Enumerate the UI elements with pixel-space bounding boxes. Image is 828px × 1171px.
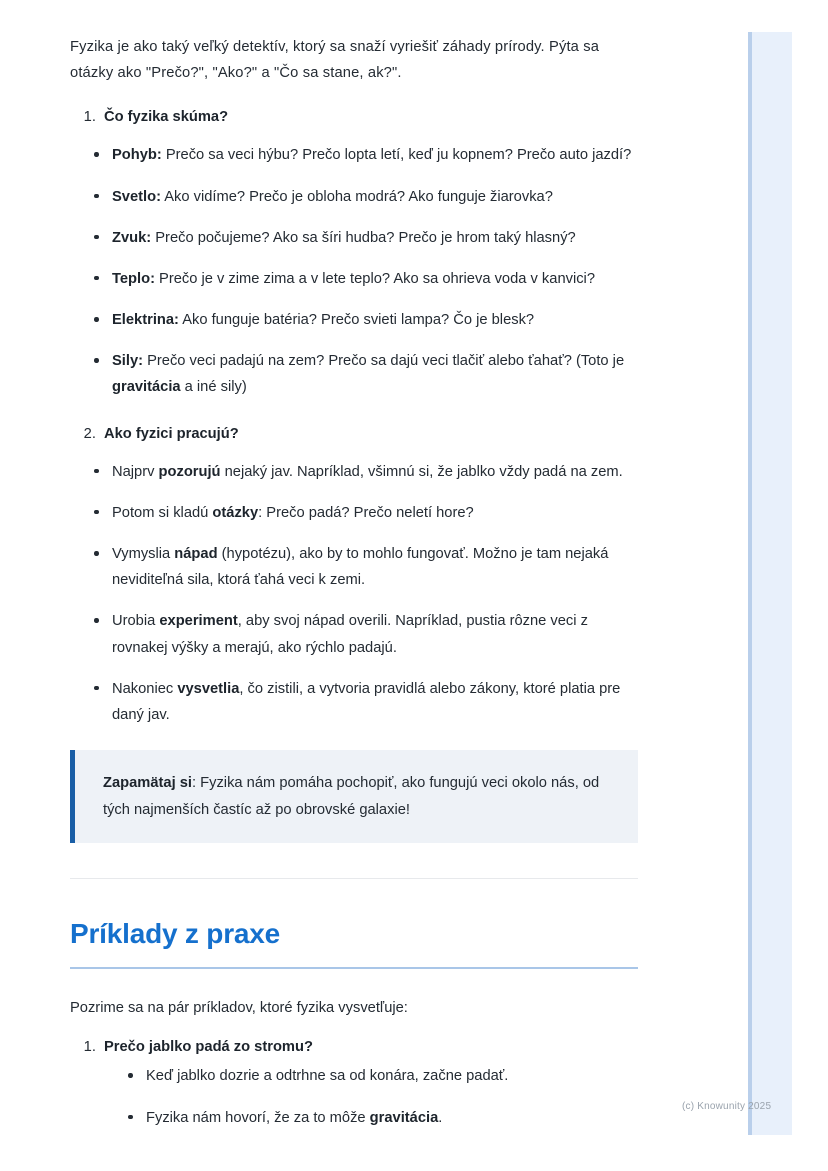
bullet-list-section-2 [70, 459, 638, 728]
bullet-text: nejaký jav. Napríklad, všimnú si, že jablko vždy padá na zem. [220, 463, 623, 480]
bullet-list-section-1 [70, 142, 638, 400]
bullet-term: nápad [174, 546, 218, 563]
list-item-example-1 [100, 1035, 638, 1131]
bullet-text-lead: Nakoniec [112, 680, 178, 697]
remember-callout [70, 750, 638, 844]
bullet-text: Keď jablko dozrie a odtrhne sa od konára, začne padať. [146, 1068, 509, 1085]
list-item [94, 459, 638, 485]
section-divider [70, 878, 638, 879]
bullet-text: , aby svoj nápad overili. Napríklad, pustia rôzne veci z rovnakej výšky a merajú, ako rýchlo padajú. [112, 613, 588, 656]
list-item [94, 541, 638, 593]
bullet-text: , čo zistili, a vytvoria pravidlá alebo zákony, ktoré platia pre daný jav. [112, 680, 621, 723]
title-underline-rule [70, 967, 638, 969]
bullet-term: Teplo: [112, 270, 155, 287]
bullet-text-lead: Fyzika nám hovorí, že za to môže [146, 1109, 370, 1126]
bullet-text: . [438, 1109, 443, 1126]
bullet-text: Ako funguje batéria? Prečo svieti lampa? Čo je blesk? [178, 312, 535, 329]
bullet-text: Prečo veci padajú na zem? Prečo sa dajú veci tlačiť alebo ťahať? (Toto je [143, 353, 625, 370]
lead-paragraph: Pozrime sa na pár príkladov, ktoré fyzika vysvetľuje: [70, 1000, 408, 1017]
bullet-text-lead: Najprv [112, 463, 159, 480]
example-1-heading: Prečo jablko padá zo stromu? [104, 1039, 313, 1056]
numbered-list-section-1 [70, 104, 638, 130]
bullet-term: otázky [212, 504, 259, 521]
numbered-list-section-2 [70, 421, 638, 447]
bullet-text: Prečo počujeme? Ako sa šíri hudba? Prečo je hrom taký hlasný? [151, 229, 576, 246]
bullet-term: Svetlo: [112, 188, 161, 205]
right-band-edge-line [748, 32, 752, 1135]
bullet-term: Sily: [112, 353, 144, 370]
bullet-text: (hypotézu), ako by to mohlo fungovať. Možno je tam nejaká neviditeľná sila, ktorá ťahá veci k zemi. [112, 546, 609, 589]
bullet-text-tail: a iné sily) [180, 379, 247, 396]
section-2-heading: Ako fyzici pracujú? [104, 425, 239, 442]
list-item [94, 608, 638, 660]
bullet-term: experiment [159, 613, 238, 630]
bullet-text-lead: Vymyslia [112, 546, 175, 563]
bullet-text-lead: Urobia [112, 613, 160, 630]
list-item [94, 142, 638, 168]
bullet-text: Ako vidíme? Prečo je obloha modrá? Ako funguje žiarovka? [160, 188, 553, 205]
bullet-term: vysvetlia [177, 680, 240, 697]
bullet-term-emphasis: gravitácia [112, 379, 181, 396]
examples-numbered-list [70, 1035, 638, 1131]
bullet-term: pozorujú [158, 463, 221, 480]
callout-paragraph [103, 770, 612, 824]
list-item [94, 500, 638, 526]
list-item [94, 225, 638, 251]
bullet-term: Elektrina: [112, 312, 179, 329]
list-item [94, 184, 638, 210]
list-item [94, 676, 638, 728]
intro-paragraph: Fyzika je ako taký veľký detektív, ktorý sa snaží vyriešiť záhady prírody. Pýta sa otázky ako "Prečo?", "Ako?" a "Čo sa stane, ak?". [70, 39, 600, 82]
callout-text: : Fyzika nám pomáha pochopiť, ako fungujú veci okolo nás, od tých najmenších častíc až po obrovské galaxie! [103, 774, 600, 818]
page-title: Príklady z praxe [70, 918, 281, 950]
bullet-text-lead: Potom si kladú [112, 504, 213, 521]
section-1-heading: Čo fyzika skúma? [104, 109, 229, 126]
document-content [70, 34, 638, 1148]
list-item [94, 307, 638, 333]
list-item [128, 1106, 638, 1132]
bullet-text: Prečo sa veci hýbu? Prečo lopta letí, keď ju kopnem? Prečo auto jazdí? [161, 147, 632, 164]
right-decorative-band [748, 32, 792, 1135]
bullet-text: : Prečo padá? Prečo neletí hore? [258, 504, 474, 521]
bullet-term: Zvuk: [112, 229, 152, 246]
copyright-watermark: (c) Knowunity 2025 [682, 1101, 772, 1112]
bullet-term: Pohyb: [112, 147, 162, 164]
example-1-bullets [104, 1064, 638, 1131]
list-item [94, 266, 638, 292]
list-item [94, 348, 638, 400]
bullet-term: gravitácia [369, 1109, 439, 1126]
bullet-text: Prečo je v zime zima a v lete teplo? Ako sa ohrieva voda v kanvici? [154, 270, 595, 287]
list-item-section-1 [100, 104, 638, 130]
list-item [128, 1064, 638, 1090]
callout-label: Zapamätaj si [103, 774, 192, 791]
list-item-section-2 [100, 421, 638, 447]
